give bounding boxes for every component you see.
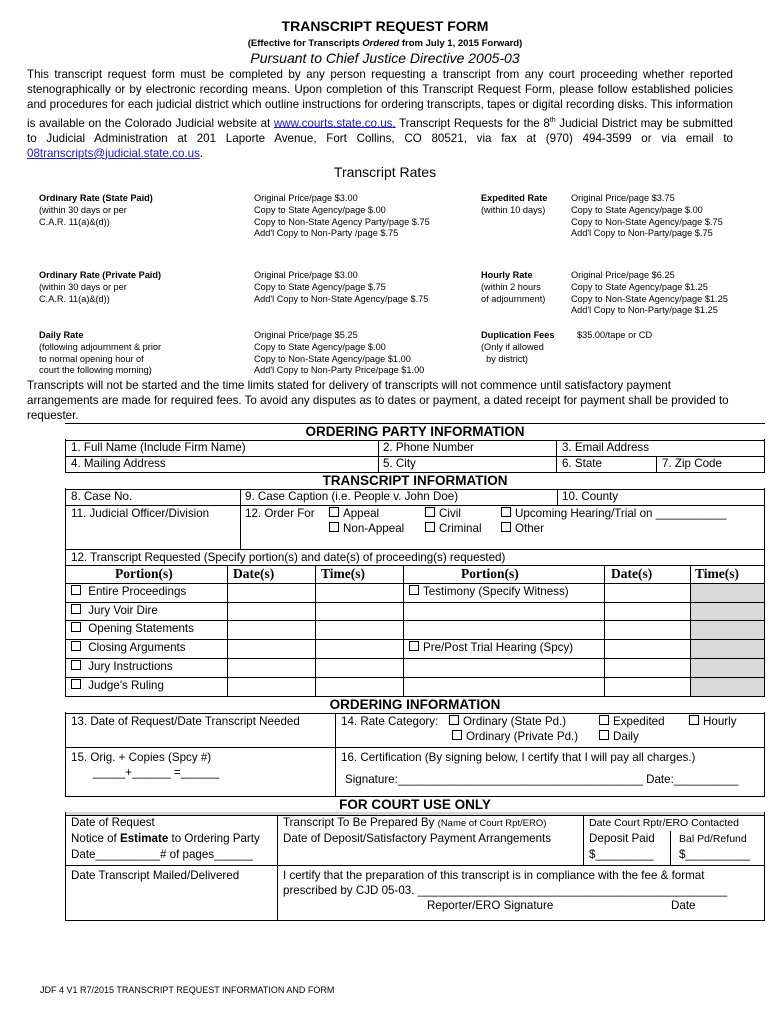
checkbox-icon [329, 507, 339, 517]
col-time-left: Time(s) [321, 566, 365, 581]
closing-arguments-checkbox[interactable]: Closing Arguments [71, 641, 186, 656]
effective-note: (Effective for Transcripts Ordered from July 1, 2015 Forward) [247, 38, 523, 49]
col-time-right: Time(s) [695, 566, 739, 581]
rate-daily: Daily Rate (following adjournment & prior to normal opening hour of court the following morning) [39, 330, 162, 376]
balance-label: Bal Pd/Refund [679, 833, 747, 845]
judicial-officer-field[interactable]: 11. Judicial Officer/Division [71, 507, 210, 520]
email-field[interactable]: 3. Email Address [562, 441, 649, 454]
col-date-left: Date(s) [233, 566, 275, 581]
rate-expedited: Expedited Rate (within 10 days) [481, 193, 548, 215]
certify-text-1: I certify that the preparation of this transcript is in compliance with the fee & format [283, 869, 705, 882]
rate-ordinary-private-prices: Original Price/page $3.00 Copy to State Agency/page $.75 Add'l Copy to Non-State Agency/page $.75 [254, 270, 429, 304]
transcript-info-heading: TRANSCRIPT INFORMATION [65, 473, 765, 488]
date-of-request-field[interactable]: Date of Request [71, 816, 155, 829]
upcoming-hearing-checkbox[interactable]: Upcoming Hearing/Trial on ___________ [501, 507, 727, 522]
case-no-field[interactable]: 8. Case No. [71, 490, 133, 503]
rate-daily-prices: Original Price/page $5.25 Copy to State Agency/page $.00 Copy to Non-State Agency/page $1.00 Add'l Copy to Non-Party Price/page $1.00 [254, 330, 425, 376]
rate-ordinary-state: Ordinary Rate (State Paid) (within 30 days or per C.A.R. 11(a)&(d)) [39, 193, 153, 227]
other-checkbox[interactable]: Other [501, 522, 544, 537]
checkbox-icon [501, 522, 511, 532]
phone-field[interactable]: 2. Phone Number [383, 441, 474, 454]
expedited-checkbox[interactable]: Expedited [599, 715, 665, 730]
form-footer: JDF 4 V1 R7/2015 TRANSCRIPT REQUEST INFORMATION AND FORM [40, 985, 335, 995]
rate-ordinary-private: Ordinary Rate (Private Paid) (within 30 days or per C.A.R. 11(a)&(d)) [39, 270, 162, 304]
rate-hourly-prices: Original Price/page $6.25 Copy to State Agency/page $1.25 Copy to Non-State Agency/page $1.25 Add'l Copy to Non-Party/page $1.25 [571, 270, 728, 316]
form-title: TRANSCRIPT REQUEST FORM [281, 18, 489, 34]
daily-checkbox[interactable]: Daily [599, 730, 639, 745]
checkbox-icon [501, 507, 511, 517]
checkbox-icon [71, 641, 81, 651]
hourly-checkbox[interactable]: Hourly [689, 715, 737, 730]
col-date-right: Date(s) [611, 566, 653, 581]
court-use-heading: FOR COURT USE ONLY [65, 797, 765, 812]
testimony-checkbox[interactable]: Testimony (Specify Witness) [409, 585, 569, 600]
prepared-by-field[interactable]: Transcript To Be Prepared By (Name of Court Rpt/ERO) [283, 816, 547, 829]
deposit-paid-label: Deposit Paid [589, 832, 655, 845]
mailing-address-field[interactable]: 4. Mailing Address [71, 457, 166, 470]
jury-instructions-checkbox[interactable]: Jury Instructions [71, 660, 173, 675]
notice-estimate-field[interactable]: Notice of Estimate to Ordering Party [71, 832, 260, 845]
balance-amount-field[interactable]: $__________ [679, 848, 750, 861]
non-appeal-checkbox[interactable]: Non-Appeal [329, 522, 404, 537]
checkbox-icon [425, 507, 435, 517]
pursuant-line: Pursuant to Chief Justice Directive 2005-03 [250, 50, 520, 66]
ordering-info-heading: ORDERING INFORMATION [65, 697, 765, 712]
shaded-cell [690, 583, 765, 697]
col-portion-right: Portion(s) [461, 566, 519, 581]
rate-ordinary-state-prices: Original Price/page $3.00 Copy to State Agency/page $.00 Copy to Non-State Agency Party/page $.75 Add'l Copy to Non-Party /page $.75 [254, 193, 430, 239]
checkbox-icon [449, 715, 459, 725]
reporter-date-label: Date [671, 899, 696, 912]
date-request-needed-field[interactable]: 13. Date of Request/Date Transcript Needed [71, 715, 300, 728]
transcript-requested-label: 12. Transcript Requested (Specify portion(s) and date(s) of proceeding(s) requested) [71, 551, 506, 564]
checkbox-icon [71, 679, 81, 689]
checkbox-icon [452, 730, 462, 740]
judges-ruling-checkbox[interactable]: Judge's Ruling [71, 679, 164, 694]
checkbox-icon [425, 522, 435, 532]
rate-duplication: Duplication Fees (Only if allowed by district) [481, 330, 555, 364]
appeal-checkbox[interactable]: Appeal [329, 507, 379, 522]
opening-statements-checkbox[interactable]: Opening Statements [71, 622, 194, 637]
request-form [65, 423, 765, 923]
certify-text-2[interactable]: prescribed by CJD 05-03. ________________________________________________ [283, 884, 728, 897]
certification-label: 16. Certification (By signing below, I certify that I will pay all charges.) [341, 751, 696, 764]
criminal-checkbox[interactable]: Criminal [425, 522, 482, 537]
intro-paragraph: This transcript request form must be completed by any person requesting a transcript from any court proceeding whether reported stenographically or by electronic recording means. Upon completion of this Transcript Request Form, please follow established policies and procedures for each judicial district which outline instructions for ordering transcripts, tapes or digital recording disks. This information is available on the Colorado Judicial website at www.courts.state.co.us. Transcript Requests for the 8th Judicial District may be submitted to Judicial Administration at 201 Laporte Avenue, Fort Collins, CO 80521, via fax at (970) 494-3599 or via email to 08transcripts@judicial.state.co.us. [27, 68, 733, 160]
zip-field[interactable]: 7. Zip Code [662, 457, 722, 470]
city-field[interactable]: 5. City [383, 457, 416, 470]
ordering-party-heading: ORDERING PARTY INFORMATION [65, 424, 765, 439]
date-contacted-field[interactable]: Date Court Rptr/ERO Contacted [589, 817, 739, 829]
ordinary-state-checkbox[interactable]: Ordinary (State Pd.) [449, 715, 566, 730]
pre-post-trial-checkbox[interactable]: Pre/Post Trial Hearing (Spcy) [409, 641, 573, 656]
checkbox-icon [409, 585, 419, 595]
county-field[interactable]: 10. County [562, 490, 619, 503]
date-pages-field[interactable]: Date__________# of pages______ [71, 848, 253, 861]
deposit-amount-field[interactable]: $_________ [589, 848, 654, 861]
rate-duplication-price: $35.00/tape or CD [577, 330, 653, 340]
checkbox-icon [599, 715, 609, 725]
rates-heading: Transcript Rates [333, 164, 437, 180]
checkbox-icon [71, 604, 81, 614]
reporter-signature-label: Reporter/ERO Signature [427, 899, 554, 912]
rate-category-label: 14. Rate Category: [341, 715, 439, 728]
checkbox-icon [71, 660, 81, 670]
checkbox-icon [689, 715, 699, 725]
checkbox-icon [599, 730, 609, 740]
payment-note: Transcripts will not be started and the time limits stated for delivery of transcripts will not commence until satisfactory payment arrangements are made for required fees. To avoid any disputes as to dates or payment, a dated receipt for payment shall be provided to requester. [27, 379, 729, 423]
checkbox-icon [329, 522, 339, 532]
deposit-arrangements-field[interactable]: Date of Deposit/Satisfactory Payment Arrangements [283, 832, 552, 845]
full-name-field[interactable]: 1. Full Name (Include Firm Name) [71, 441, 246, 454]
case-caption-field[interactable]: 9. Case Caption (i.e. People v. John Doe) [245, 490, 459, 503]
signature-line[interactable]: Signature:______________________________________ Date:__________ [345, 773, 739, 786]
date-mailed-field[interactable]: Date Transcript Mailed/Delivered [71, 869, 240, 882]
rate-expedited-prices: Original Price/page $3.75 Copy to State Agency/page $.00 Copy to Non-State Agency/page $.75 Add'l Copy to Non-Party/page $.75 [571, 193, 723, 239]
email-link[interactable]: 08transcripts@judicial.state.co.us [27, 146, 200, 160]
copies-blanks[interactable]: _____+______ =______ [93, 766, 220, 779]
rate-hourly: Hourly Rate (within 2 hours of adjournment) [481, 270, 546, 304]
order-for-label: 12. Order For [245, 507, 315, 520]
jury-voir-dire-checkbox[interactable]: Jury Voir Dire [71, 604, 158, 619]
state-field[interactable]: 6. State [562, 457, 602, 470]
checkbox-icon [71, 585, 81, 595]
courts-website-link[interactable]: www.courts.state.co.us. [273, 116, 396, 130]
ordinary-private-checkbox[interactable]: Ordinary (Private Pd.) [452, 730, 578, 745]
col-portion-left: Portion(s) [115, 566, 173, 581]
checkbox-icon [71, 622, 81, 632]
entire-proceedings-checkbox[interactable]: Entire Proceedings [71, 585, 186, 600]
checkbox-icon [409, 641, 419, 651]
civil-checkbox[interactable]: Civil [425, 507, 461, 522]
orig-copies-field[interactable]: 15. Orig. + Copies (Spcy #) [71, 751, 212, 764]
